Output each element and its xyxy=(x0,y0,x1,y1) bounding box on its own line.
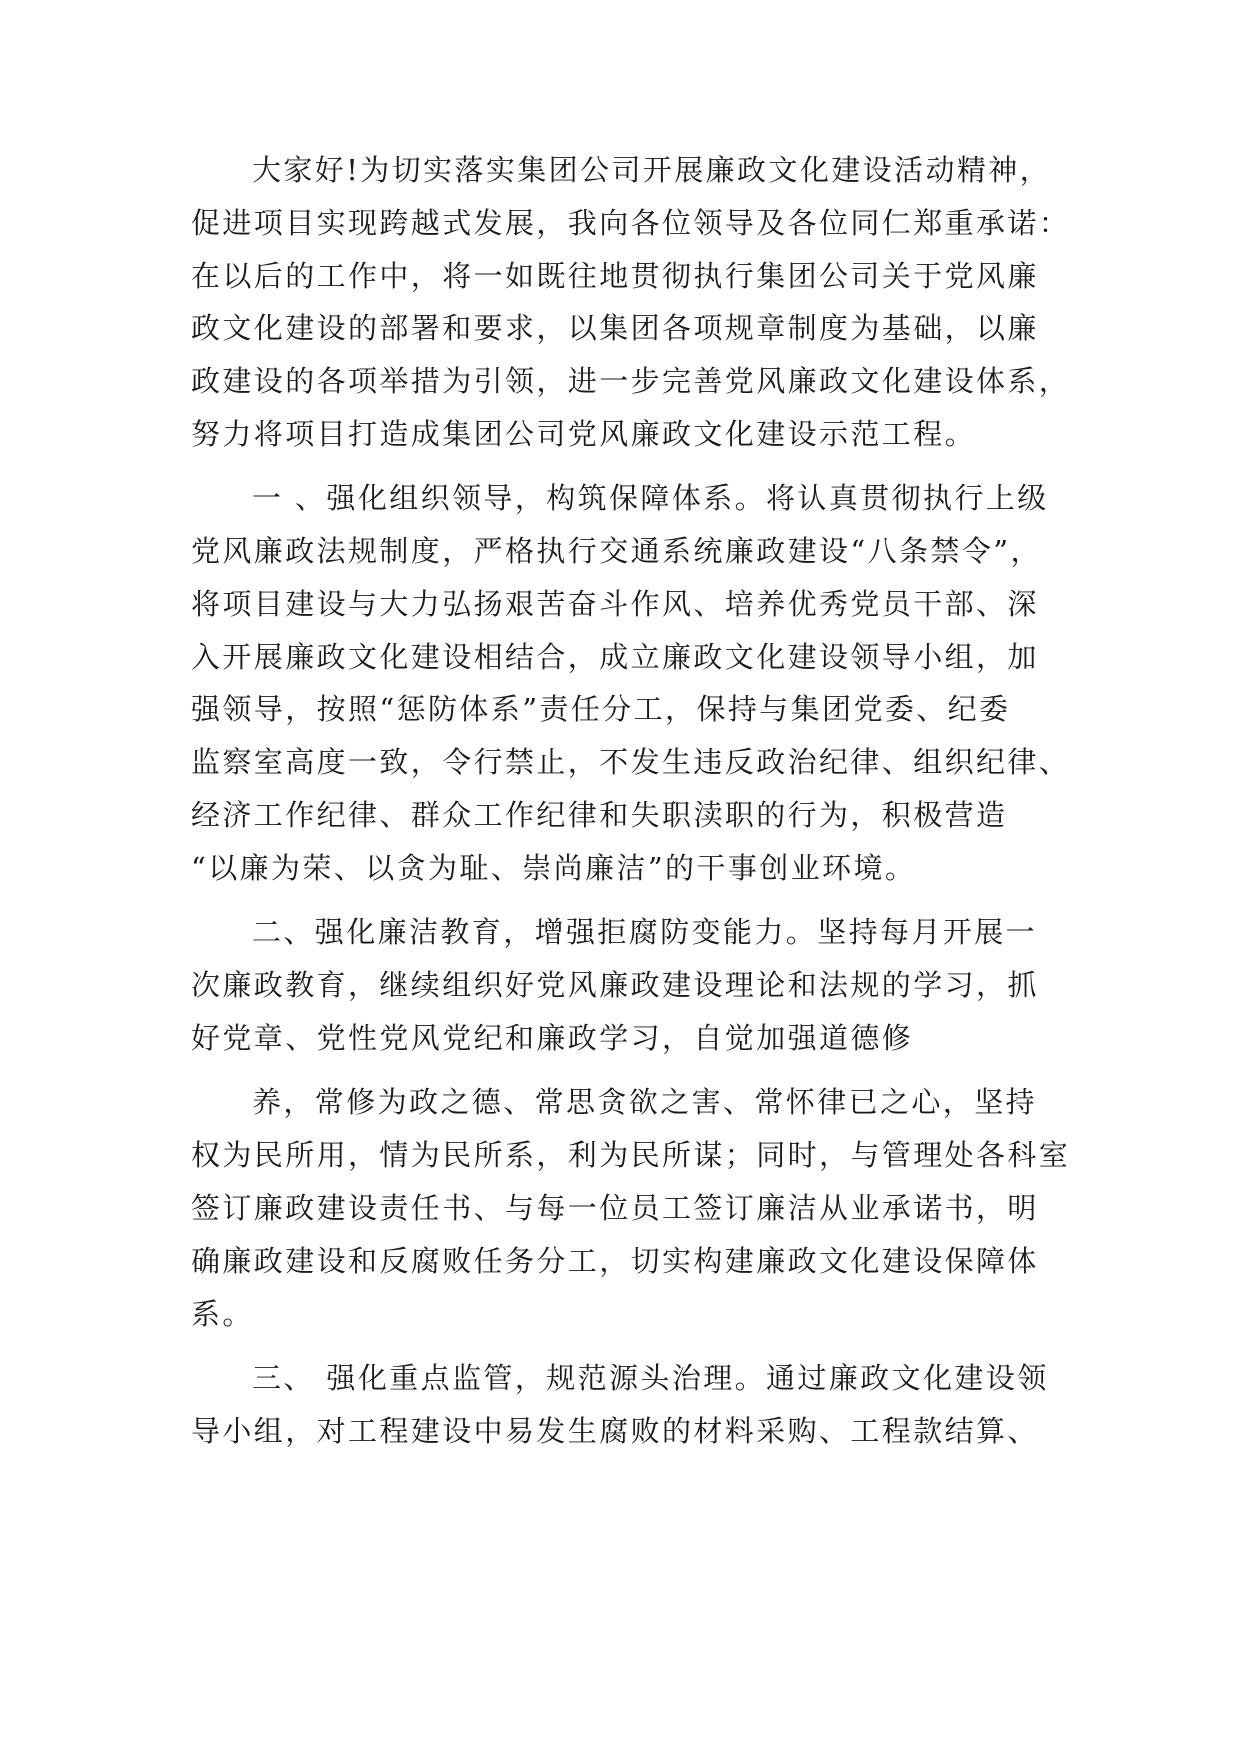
text-line: 导小组，对工程建设中易发生腐败的材料采购、工程款结算、 xyxy=(191,1414,1039,1448)
text-line: “以廉为荣、以贪为耻、崇尚廉洁”的干事创业环境。 xyxy=(191,851,917,885)
text-line: 一 、强化组织领导，构筑保障体系。将认真贯彻执行上级 xyxy=(252,481,1049,515)
text-line: 次廉政教育，继续组织好党风廉政建设理论和法规的学习，抓 xyxy=(191,968,1039,1002)
text-line: 经济工作纪律、群众工作纪律和失职渎职的行为，积极营造 xyxy=(191,798,1008,832)
text-line: 促进项目实现跨越式发展，我向各位领导及各位同仁郑重承诺： xyxy=(191,206,1071,240)
text-line: 养，常修为政之德、常思贪欲之害、常怀律已之心，坚持 xyxy=(252,1085,1038,1119)
text-line: 政文化建设的部署和要求，以集团各项规章制度为基础，以廉 xyxy=(191,311,1039,345)
text-line: 权为民所用，情为民所系，利为民所谋；同时，与管理处各科室 xyxy=(191,1138,1071,1172)
text-line: 将项目建设与大力弘扬艰苦奋斗作风、培养优秀党员干部、深 xyxy=(191,587,1039,621)
text-line: 系。 xyxy=(191,1297,254,1331)
text-line: 政建设的各项举措为引领，进一步完善党风廉政文化建设体系， xyxy=(191,364,1071,398)
text-line: 努力将项目打造成集团公司党风廉政文化建设示范工程。 xyxy=(191,417,977,451)
text-line: 入开展廉政文化建设相结合，成立廉政文化建设领导小组，加 xyxy=(191,640,1039,674)
text-line: 确廉政建设和反腐败任务分工，切实构建廉政文化建设保障体 xyxy=(191,1244,1039,1278)
text-line: 签订廉政建设责任书、与每一位员工签订廉洁从业承诺书，明 xyxy=(191,1191,1039,1225)
text-line: 在以后的工作中，将一如既往地贯彻执行集团公司关于党风廉 xyxy=(191,259,1039,293)
text-line: 三、 强化重点监管，规范源头治理。通过廉政文化建设领 xyxy=(252,1361,1049,1395)
text-line: 强领导，按照“惩防体系”责任分工，保持与集团党委、纪委 xyxy=(191,692,1011,726)
text-line: 党风廉政法规制度，严格执行交通系统廉政建设“八条禁令”， xyxy=(191,534,1042,568)
text-line: 监察室高度一致，令行禁止，不发生违反政治纪律、组织纪律、 xyxy=(191,745,1071,779)
text-line: 好党章、党性党风党纪和廉政学习，自觉加强道德修 xyxy=(191,1021,914,1055)
text-line: 大家好!为切实落实集团公司开展廉政文化建设活动精神， xyxy=(252,153,1052,187)
text-line: 二、强化廉洁教育，增强拒腐防变能力。坚持每月开展一 xyxy=(252,915,1038,949)
